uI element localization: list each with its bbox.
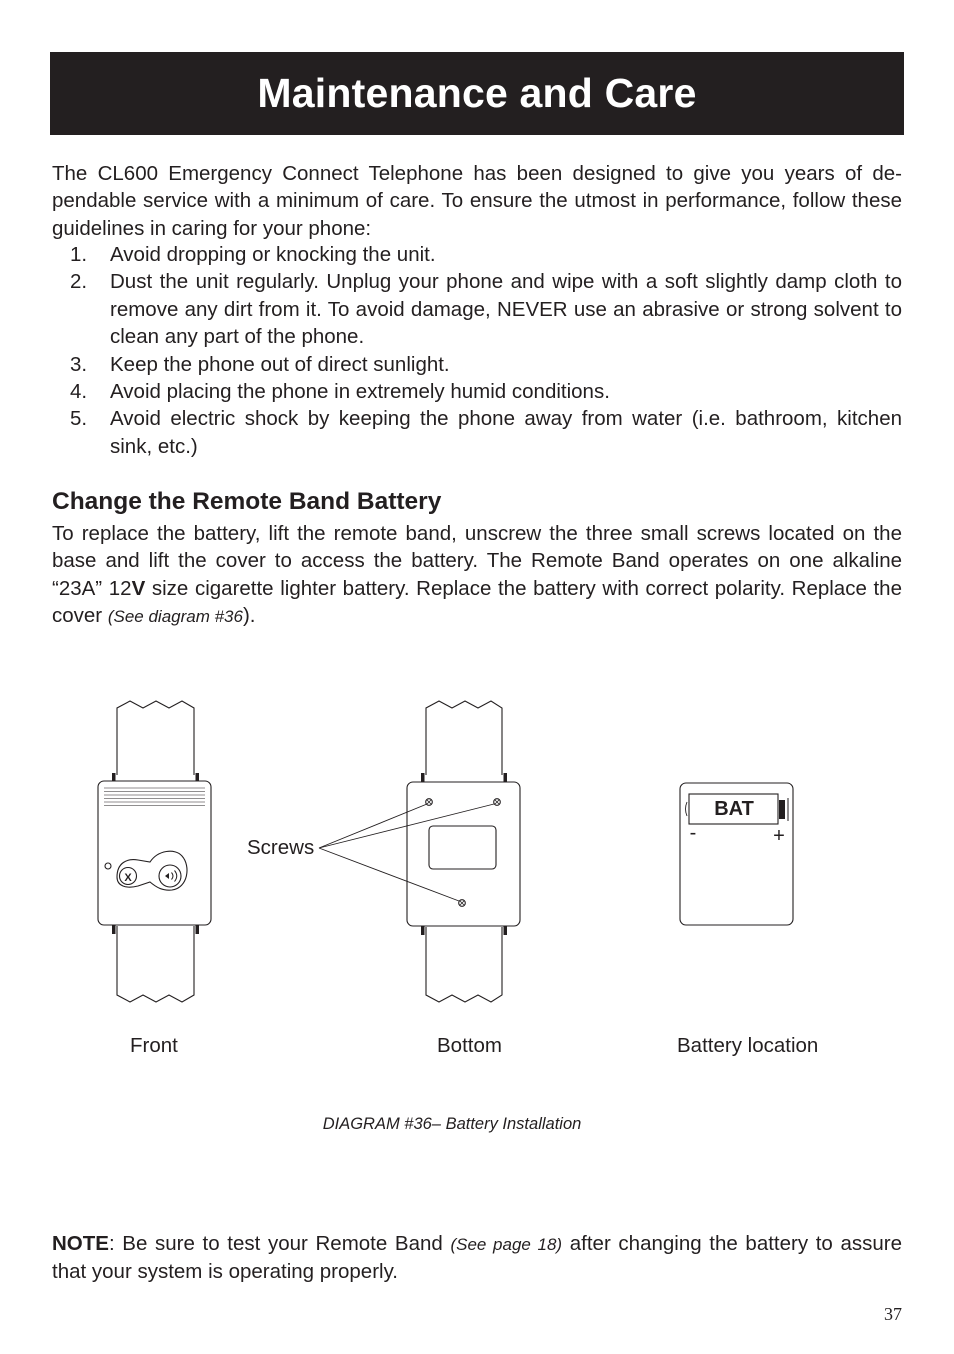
bottom-unit — [319, 701, 520, 1002]
diagram-caption: DIAGRAM #36– Battery Installation — [322, 1115, 582, 1133]
title-bar — [50, 52, 904, 135]
note-text: : Be sure to test your Remote Band — [108, 1232, 451, 1255]
page-title: Maintenance and Care — [257, 70, 697, 116]
list-item — [52, 378, 902, 405]
list-number: 3. — [70, 352, 88, 376]
section-heading: Change the Remote Band Battery — [52, 488, 442, 515]
list-item — [52, 241, 902, 268]
list-text: Avoid dropping or knocking the unit. — [110, 243, 436, 266]
list-item — [52, 268, 902, 350]
list-text: Avoid placing the phone in extremely humid conditions. — [110, 380, 610, 404]
front-label: Front — [130, 1034, 178, 1057]
bottom-label: Bottom — [437, 1034, 502, 1057]
list-item — [52, 405, 902, 460]
section-body — [52, 520, 902, 631]
body-text: size cigarette lighter battery. Replace the battery with correct polarity. Replace the cover — [52, 576, 902, 628]
body-bold: V — [131, 576, 146, 600]
list-text: Avoid electric shock by keeping the phone away from water (i.e. bathroom, kitchen sink, etc.) — [110, 407, 902, 458]
note-label: NOTE — [52, 1232, 109, 1255]
plus-sign: + — [773, 825, 785, 847]
battery-diagram — [0, 690, 954, 1070]
list-number: 1. — [70, 243, 88, 266]
battery-terminal — [779, 800, 785, 819]
screws-label: Screws — [247, 836, 315, 859]
diagram-drawing — [0, 690, 954, 1070]
list-text: Keep the phone out of direct sunlight. — [110, 352, 450, 376]
intro-paragraph: The CL600 Emergency Connect Telephone has been designed to give you years of de-pendable service with a minimum of care. To ensure the utmost in performance, follow these guidelines in caring for your phone: — [52, 162, 902, 240]
body-text: ). — [242, 604, 256, 628]
front-unit — [98, 701, 211, 1002]
diagram-reference: (See diagram #36 — [107, 607, 243, 627]
list-number: 4. — [70, 380, 88, 404]
body-text: To replace the battery, lift the remote band, unscrew the three small screws located on the base and lift the cover to access the battery. The Remote Band operates on one alkaline “23A” 12 — [52, 522, 902, 600]
page-reference: (See page 18) — [450, 1235, 563, 1254]
list-number: 2. — [70, 270, 88, 294]
cancel-button-label: X — [124, 872, 132, 884]
care-guidelines-list — [52, 241, 902, 460]
battery-location-label: Battery location — [677, 1034, 819, 1057]
minus-sign: - — [689, 822, 697, 844]
list-item — [52, 351, 902, 378]
note-text: after changing the battery to assure that your system is operating properly. — [52, 1232, 903, 1284]
list-number: 5. — [70, 407, 88, 431]
note-paragraph — [52, 1230, 902, 1286]
page-number: 37 — [884, 1304, 902, 1324]
battery-label: BAT — [714, 798, 754, 820]
list-text: Dust the unit regularly. Unplug your phone and wipe with a soft slightly damp cloth to remove any dirt from it. To avoid damage, NEVER use an abrasive or strong solvent to clean any part of the phone. — [110, 270, 902, 349]
